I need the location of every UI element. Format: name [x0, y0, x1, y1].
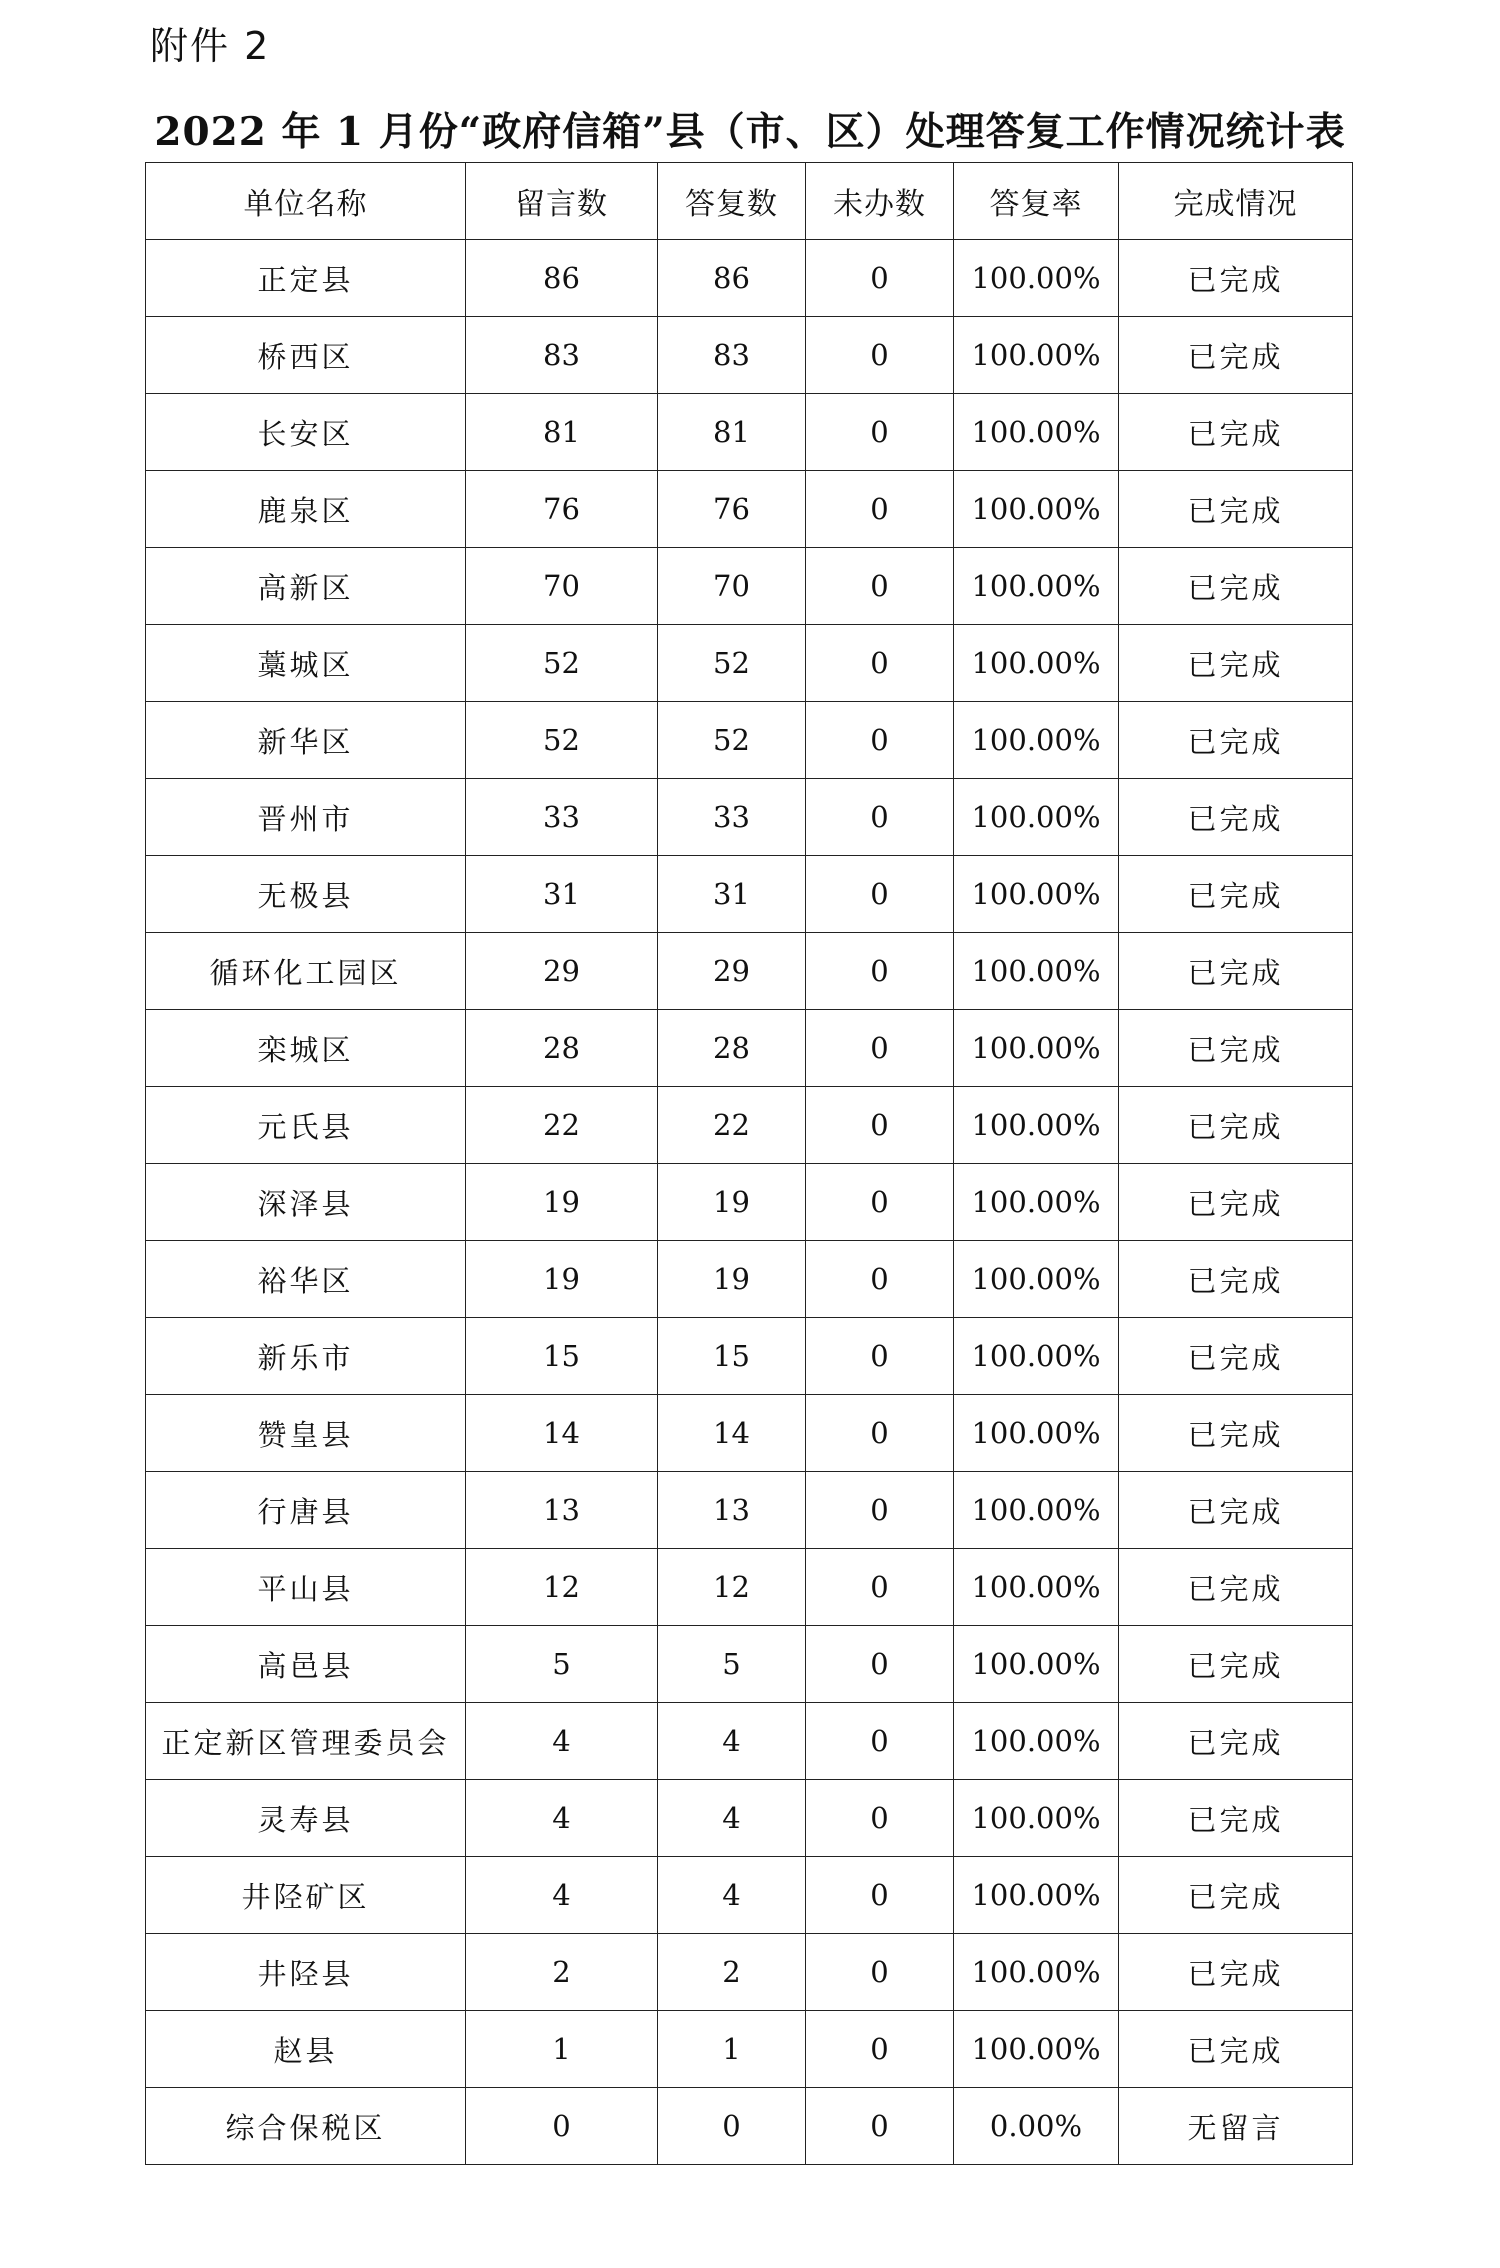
- replies-cell: 29: [658, 933, 806, 1010]
- reply-rate-cell: 100.00%: [954, 1241, 1119, 1318]
- messages-cell: 70: [466, 548, 658, 625]
- table-header-row: [146, 163, 1353, 240]
- replies-cell: 19: [658, 1164, 806, 1241]
- replies-cell: 1: [658, 2011, 806, 2088]
- status-cell: 已完成: [1119, 1164, 1353, 1241]
- document-title: 2022 年 1 月份“政府信箱”县（市、区）处理答复工作情况统计表: [154, 109, 1346, 155]
- pending-cell: 0: [806, 1626, 954, 1703]
- status-cell: 已完成: [1119, 548, 1353, 625]
- unit-name-cell: 灵寿县: [146, 1780, 466, 1857]
- pending-cell: 0: [806, 1395, 954, 1472]
- table-body: [146, 240, 1353, 2165]
- reply-rate-cell: 100.00%: [954, 1780, 1119, 1857]
- status-cell: 已完成: [1119, 1934, 1353, 2011]
- reply-rate-cell: 100.00%: [954, 1703, 1119, 1780]
- status-cell: 已完成: [1119, 1010, 1353, 1087]
- pending-cell: 0: [806, 317, 954, 394]
- status-cell: 已完成: [1119, 1472, 1353, 1549]
- unit-name-cell: 晋州市: [146, 779, 466, 856]
- table-row: [146, 1472, 1353, 1549]
- table-row: [146, 317, 1353, 394]
- table-row: [146, 1241, 1353, 1318]
- reply-rate-cell: 100.00%: [954, 1318, 1119, 1395]
- status-cell: 已完成: [1119, 702, 1353, 779]
- table-row: [146, 856, 1353, 933]
- unit-name-cell: 深泽县: [146, 1164, 466, 1241]
- table-row: [146, 1626, 1353, 1703]
- reply-rate-cell: 100.00%: [954, 1087, 1119, 1164]
- table-row: [146, 1780, 1353, 1857]
- replies-cell: 4: [658, 1703, 806, 1780]
- status-cell: 已完成: [1119, 394, 1353, 471]
- replies-cell: 52: [658, 702, 806, 779]
- table-row: [146, 779, 1353, 856]
- messages-cell: 14: [466, 1395, 658, 1472]
- reply-rate-cell: 100.00%: [954, 548, 1119, 625]
- replies-cell: 52: [658, 625, 806, 702]
- messages-cell: 81: [466, 394, 658, 471]
- unit-name-cell: 行唐县: [146, 1472, 466, 1549]
- reply-rate-cell: 100.00%: [954, 1549, 1119, 1626]
- pending-cell: 0: [806, 779, 954, 856]
- unit-name-cell: 藁城区: [146, 625, 466, 702]
- pending-cell: 0: [806, 2011, 954, 2088]
- unit-name-cell: 高新区: [146, 548, 466, 625]
- replies-cell: 0: [658, 2088, 806, 2165]
- reply-rate-cell: 100.00%: [954, 1164, 1119, 1241]
- status-cell: 已完成: [1119, 1395, 1353, 1472]
- replies-cell: 4: [658, 1857, 806, 1934]
- replies-cell: 14: [658, 1395, 806, 1472]
- pending-cell: 0: [806, 1780, 954, 1857]
- pending-cell: 0: [806, 1164, 954, 1241]
- pending-cell: 0: [806, 1934, 954, 2011]
- unit-name-cell: 栾城区: [146, 1010, 466, 1087]
- table-row: [146, 1703, 1353, 1780]
- reply-rate-cell: 100.00%: [954, 1626, 1119, 1703]
- table-row: [146, 1318, 1353, 1395]
- unit-name-cell: 高邑县: [146, 1626, 466, 1703]
- replies-cell: 19: [658, 1241, 806, 1318]
- pending-cell: 0: [806, 856, 954, 933]
- messages-cell: 33: [466, 779, 658, 856]
- pending-cell: 0: [806, 1318, 954, 1395]
- pending-cell: 0: [806, 394, 954, 471]
- messages-cell: 1: [466, 2011, 658, 2088]
- messages-cell: 31: [466, 856, 658, 933]
- column-header-messages: 留言数: [466, 163, 658, 240]
- messages-cell: 2: [466, 1934, 658, 2011]
- replies-cell: 28: [658, 1010, 806, 1087]
- status-cell: 已完成: [1119, 1780, 1353, 1857]
- replies-cell: 76: [658, 471, 806, 548]
- messages-cell: 19: [466, 1164, 658, 1241]
- table-row: [146, 2088, 1353, 2165]
- unit-name-cell: 元氏县: [146, 1087, 466, 1164]
- replies-cell: 83: [658, 317, 806, 394]
- replies-cell: 5: [658, 1626, 806, 1703]
- messages-cell: 52: [466, 625, 658, 702]
- table-row: [146, 1087, 1353, 1164]
- pending-cell: 0: [806, 1703, 954, 1780]
- pending-cell: 0: [806, 471, 954, 548]
- replies-cell: 4: [658, 1780, 806, 1857]
- messages-cell: 19: [466, 1241, 658, 1318]
- replies-cell: 22: [658, 1087, 806, 1164]
- table-row: [146, 471, 1353, 548]
- table-row: [146, 240, 1353, 317]
- column-header-replies: 答复数: [658, 163, 806, 240]
- table-row: [146, 933, 1353, 1010]
- messages-cell: 22: [466, 1087, 658, 1164]
- table-row: [146, 1395, 1353, 1472]
- status-cell: 已完成: [1119, 317, 1353, 394]
- status-cell: 已完成: [1119, 933, 1353, 1010]
- reply-rate-cell: 100.00%: [954, 933, 1119, 1010]
- table-row: [146, 1010, 1353, 1087]
- reply-rate-cell: 100.00%: [954, 625, 1119, 702]
- status-cell: 已完成: [1119, 856, 1353, 933]
- status-cell: 已完成: [1119, 2011, 1353, 2088]
- pending-cell: 0: [806, 1010, 954, 1087]
- column-header-unit-name: 单位名称: [146, 163, 466, 240]
- unit-name-cell: 无极县: [146, 856, 466, 933]
- pending-cell: 0: [806, 933, 954, 1010]
- unit-name-cell: 井陉矿区: [146, 1857, 466, 1934]
- unit-name-cell: 赞皇县: [146, 1395, 466, 1472]
- unit-name-cell: 新乐市: [146, 1318, 466, 1395]
- reply-rate-cell: 100.00%: [954, 1010, 1119, 1087]
- pending-cell: 0: [806, 548, 954, 625]
- unit-name-cell: 鹿泉区: [146, 471, 466, 548]
- status-cell: 已完成: [1119, 779, 1353, 856]
- messages-cell: 86: [466, 240, 658, 317]
- reply-rate-cell: 100.00%: [954, 779, 1119, 856]
- unit-name-cell: 井陉县: [146, 1934, 466, 2011]
- pending-cell: 0: [806, 1857, 954, 1934]
- replies-cell: 31: [658, 856, 806, 933]
- status-cell: 已完成: [1119, 240, 1353, 317]
- column-header-status: 完成情况: [1119, 163, 1353, 240]
- messages-cell: 83: [466, 317, 658, 394]
- reply-rate-cell: 100.00%: [954, 856, 1119, 933]
- table-row: [146, 702, 1353, 779]
- status-cell: 已完成: [1119, 1549, 1353, 1626]
- status-cell: 已完成: [1119, 1087, 1353, 1164]
- table-row: [146, 2011, 1353, 2088]
- table-row: [146, 548, 1353, 625]
- unit-name-cell: 新华区: [146, 702, 466, 779]
- replies-cell: 15: [658, 1318, 806, 1395]
- replies-cell: 12: [658, 1549, 806, 1626]
- reply-rate-cell: 100.00%: [954, 1857, 1119, 1934]
- messages-cell: 4: [466, 1857, 658, 1934]
- replies-cell: 13: [658, 1472, 806, 1549]
- unit-name-cell: 正定县: [146, 240, 466, 317]
- attachment-label: 附件 2: [150, 24, 271, 68]
- messages-cell: 13: [466, 1472, 658, 1549]
- unit-name-cell: 桥西区: [146, 317, 466, 394]
- column-header-pending: 未办数: [806, 163, 954, 240]
- table-row: [146, 394, 1353, 471]
- messages-cell: 15: [466, 1318, 658, 1395]
- reply-rate-cell: 100.00%: [954, 317, 1119, 394]
- unit-name-cell: 裕华区: [146, 1241, 466, 1318]
- unit-name-cell: 正定新区管理委员会: [146, 1703, 466, 1780]
- reply-rate-cell: 100.00%: [954, 1472, 1119, 1549]
- table-row: [146, 1934, 1353, 2011]
- reply-rate-cell: 100.00%: [954, 1934, 1119, 2011]
- pending-cell: 0: [806, 625, 954, 702]
- table-row: [146, 1549, 1353, 1626]
- messages-cell: 4: [466, 1780, 658, 1857]
- pending-cell: 0: [806, 1087, 954, 1164]
- reply-rate-cell: 100.00%: [954, 1395, 1119, 1472]
- pending-cell: 0: [806, 2088, 954, 2165]
- pending-cell: 0: [806, 702, 954, 779]
- reply-rate-cell: 0.00%: [954, 2088, 1119, 2165]
- pending-cell: 0: [806, 1549, 954, 1626]
- unit-name-cell: 循环化工园区: [146, 933, 466, 1010]
- pending-cell: 0: [806, 240, 954, 317]
- unit-name-cell: 赵县: [146, 2011, 466, 2088]
- unit-name-cell: 长安区: [146, 394, 466, 471]
- messages-cell: 4: [466, 1703, 658, 1780]
- reply-rate-cell: 100.00%: [954, 2011, 1119, 2088]
- table-row: [146, 1857, 1353, 1934]
- status-cell: 已完成: [1119, 625, 1353, 702]
- reply-rate-cell: 100.00%: [954, 702, 1119, 779]
- replies-cell: 86: [658, 240, 806, 317]
- status-cell: 无留言: [1119, 2088, 1353, 2165]
- statistics-table: [145, 162, 1353, 2165]
- replies-cell: 81: [658, 394, 806, 471]
- table-row: [146, 625, 1353, 702]
- reply-rate-cell: 100.00%: [954, 394, 1119, 471]
- messages-cell: 29: [466, 933, 658, 1010]
- reply-rate-cell: 100.00%: [954, 471, 1119, 548]
- replies-cell: 70: [658, 548, 806, 625]
- replies-cell: 2: [658, 1934, 806, 2011]
- column-header-reply-rate: 答复率: [954, 163, 1119, 240]
- table-row: [146, 1164, 1353, 1241]
- messages-cell: 52: [466, 702, 658, 779]
- reply-rate-cell: 100.00%: [954, 240, 1119, 317]
- messages-cell: 28: [466, 1010, 658, 1087]
- messages-cell: 5: [466, 1626, 658, 1703]
- status-cell: 已完成: [1119, 471, 1353, 548]
- messages-cell: 0: [466, 2088, 658, 2165]
- unit-name-cell: 平山县: [146, 1549, 466, 1626]
- status-cell: 已完成: [1119, 1241, 1353, 1318]
- status-cell: 已完成: [1119, 1703, 1353, 1780]
- status-cell: 已完成: [1119, 1626, 1353, 1703]
- replies-cell: 33: [658, 779, 806, 856]
- messages-cell: 12: [466, 1549, 658, 1626]
- messages-cell: 76: [466, 471, 658, 548]
- status-cell: 已完成: [1119, 1318, 1353, 1395]
- pending-cell: 0: [806, 1241, 954, 1318]
- unit-name-cell: 综合保税区: [146, 2088, 466, 2165]
- pending-cell: 0: [806, 1472, 954, 1549]
- status-cell: 已完成: [1119, 1857, 1353, 1934]
